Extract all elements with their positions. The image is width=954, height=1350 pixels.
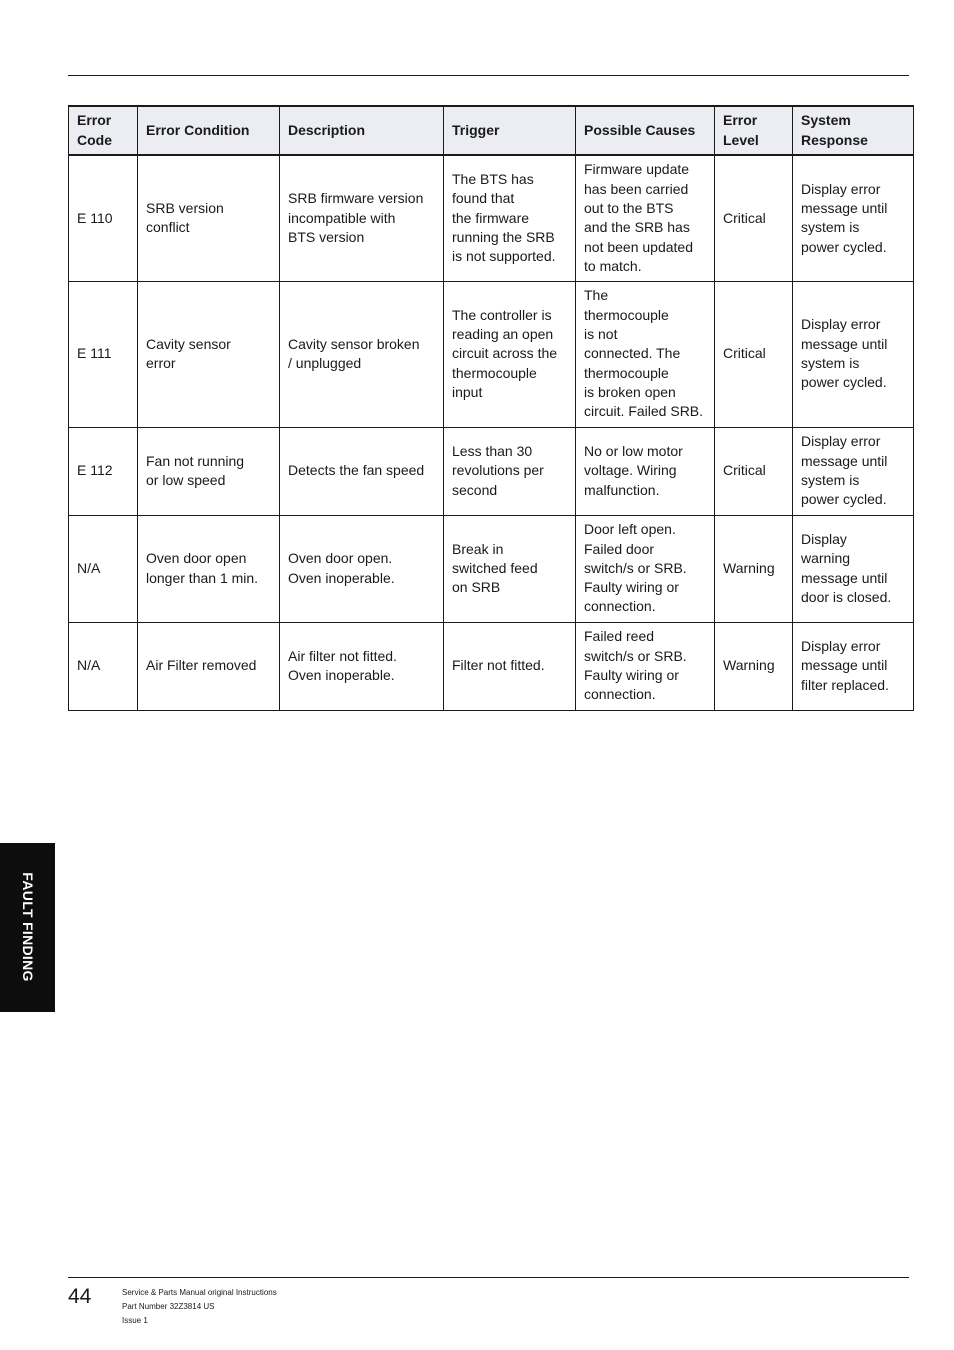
cell-error-level: Critical xyxy=(715,281,793,427)
cell-error-level: Warning xyxy=(715,515,793,622)
footer-rule xyxy=(68,1277,909,1278)
cell-error-code: E 110 xyxy=(69,155,138,281)
cell-description: Detects the fan speed xyxy=(280,427,444,515)
cell-trigger: The BTS has found that the firmware running the SRB is not supported. xyxy=(444,155,576,281)
header-system-response: System Response xyxy=(793,106,914,155)
header-trigger: Trigger xyxy=(444,106,576,155)
page-number: 44 xyxy=(68,1285,92,1308)
table-header-row xyxy=(69,106,914,155)
cell-trigger: Less than 30 revolutions per second xyxy=(444,427,576,515)
footer-part-number: Part Number 32Z3814 US xyxy=(122,1302,215,1311)
cell-possible-causes: Door left open. Failed door switch/s or SRB. Faulty wiring or connection. xyxy=(576,515,715,622)
cell-error-level: Critical xyxy=(715,155,793,281)
cell-possible-causes: The thermocouple is not connected. The thermocouple is broken open circuit. Failed SRB. xyxy=(576,281,715,427)
cell-description: SRB firmware version incompatible with BTS version xyxy=(280,155,444,281)
header-error-level: Error Level xyxy=(715,106,793,155)
footer-info xyxy=(122,1286,277,1328)
footer-issue: Issue 1 xyxy=(122,1316,148,1325)
table-row xyxy=(69,427,914,515)
cell-possible-causes: Failed reed switch/s or SRB. Faulty wiring or connection. xyxy=(576,622,715,710)
cell-description: Oven door open. Oven inoperable. xyxy=(280,515,444,622)
header-error-condition: Error Condition xyxy=(138,106,280,155)
cell-possible-causes: Firmware update has been carried out to the BTS and the SRB has not been updated to match. xyxy=(576,155,715,281)
cell-possible-causes: No or low motor voltage. Wiring malfunction. xyxy=(576,427,715,515)
cell-trigger: The controller is reading an open circuit across the thermocouple input xyxy=(444,281,576,427)
cell-trigger: Break in switched feed on SRB xyxy=(444,515,576,622)
table-row xyxy=(69,515,914,622)
cell-error-level: Warning xyxy=(715,622,793,710)
footer-manual-title: Service & Parts Manual original Instructions xyxy=(122,1288,277,1297)
table-row xyxy=(69,155,914,281)
cell-description: Cavity sensor broken / unplugged xyxy=(280,281,444,427)
cell-system-response: Display error message until filter replaced. xyxy=(793,622,914,710)
cell-description: Air filter not fitted. Oven inoperable. xyxy=(280,622,444,710)
header-error-code: Error Code xyxy=(69,106,138,155)
cell-error-condition: Air Filter removed xyxy=(138,622,280,710)
cell-error-condition: SRB version conflict xyxy=(138,155,280,281)
header-possible-causes: Possible Causes xyxy=(576,106,715,155)
cell-error-condition: Oven door open longer than 1 min. xyxy=(138,515,280,622)
cell-error-condition: Cavity sensor error xyxy=(138,281,280,427)
header-rule xyxy=(68,75,909,76)
cell-error-condition: Fan not running or low speed xyxy=(138,427,280,515)
cell-error-code: E 111 xyxy=(69,281,138,427)
cell-trigger: Filter not fitted. xyxy=(444,622,576,710)
cell-error-code: E 112 xyxy=(69,427,138,515)
table-row xyxy=(69,622,914,710)
cell-error-level: Critical xyxy=(715,427,793,515)
cell-system-response: Display error message until system is power cycled. xyxy=(793,427,914,515)
section-tab-label: FAULT FINDING xyxy=(20,872,36,982)
cell-error-code: N/A xyxy=(69,622,138,710)
table-row xyxy=(69,281,914,427)
cell-system-response: Display warning message until door is closed. xyxy=(793,515,914,622)
cell-error-code: N/A xyxy=(69,515,138,622)
header-description: Description xyxy=(280,106,444,155)
cell-system-response: Display error message until system is power cycled. xyxy=(793,281,914,427)
error-code-table xyxy=(68,105,914,711)
cell-system-response: Display error message until system is power cycled. xyxy=(793,155,914,281)
